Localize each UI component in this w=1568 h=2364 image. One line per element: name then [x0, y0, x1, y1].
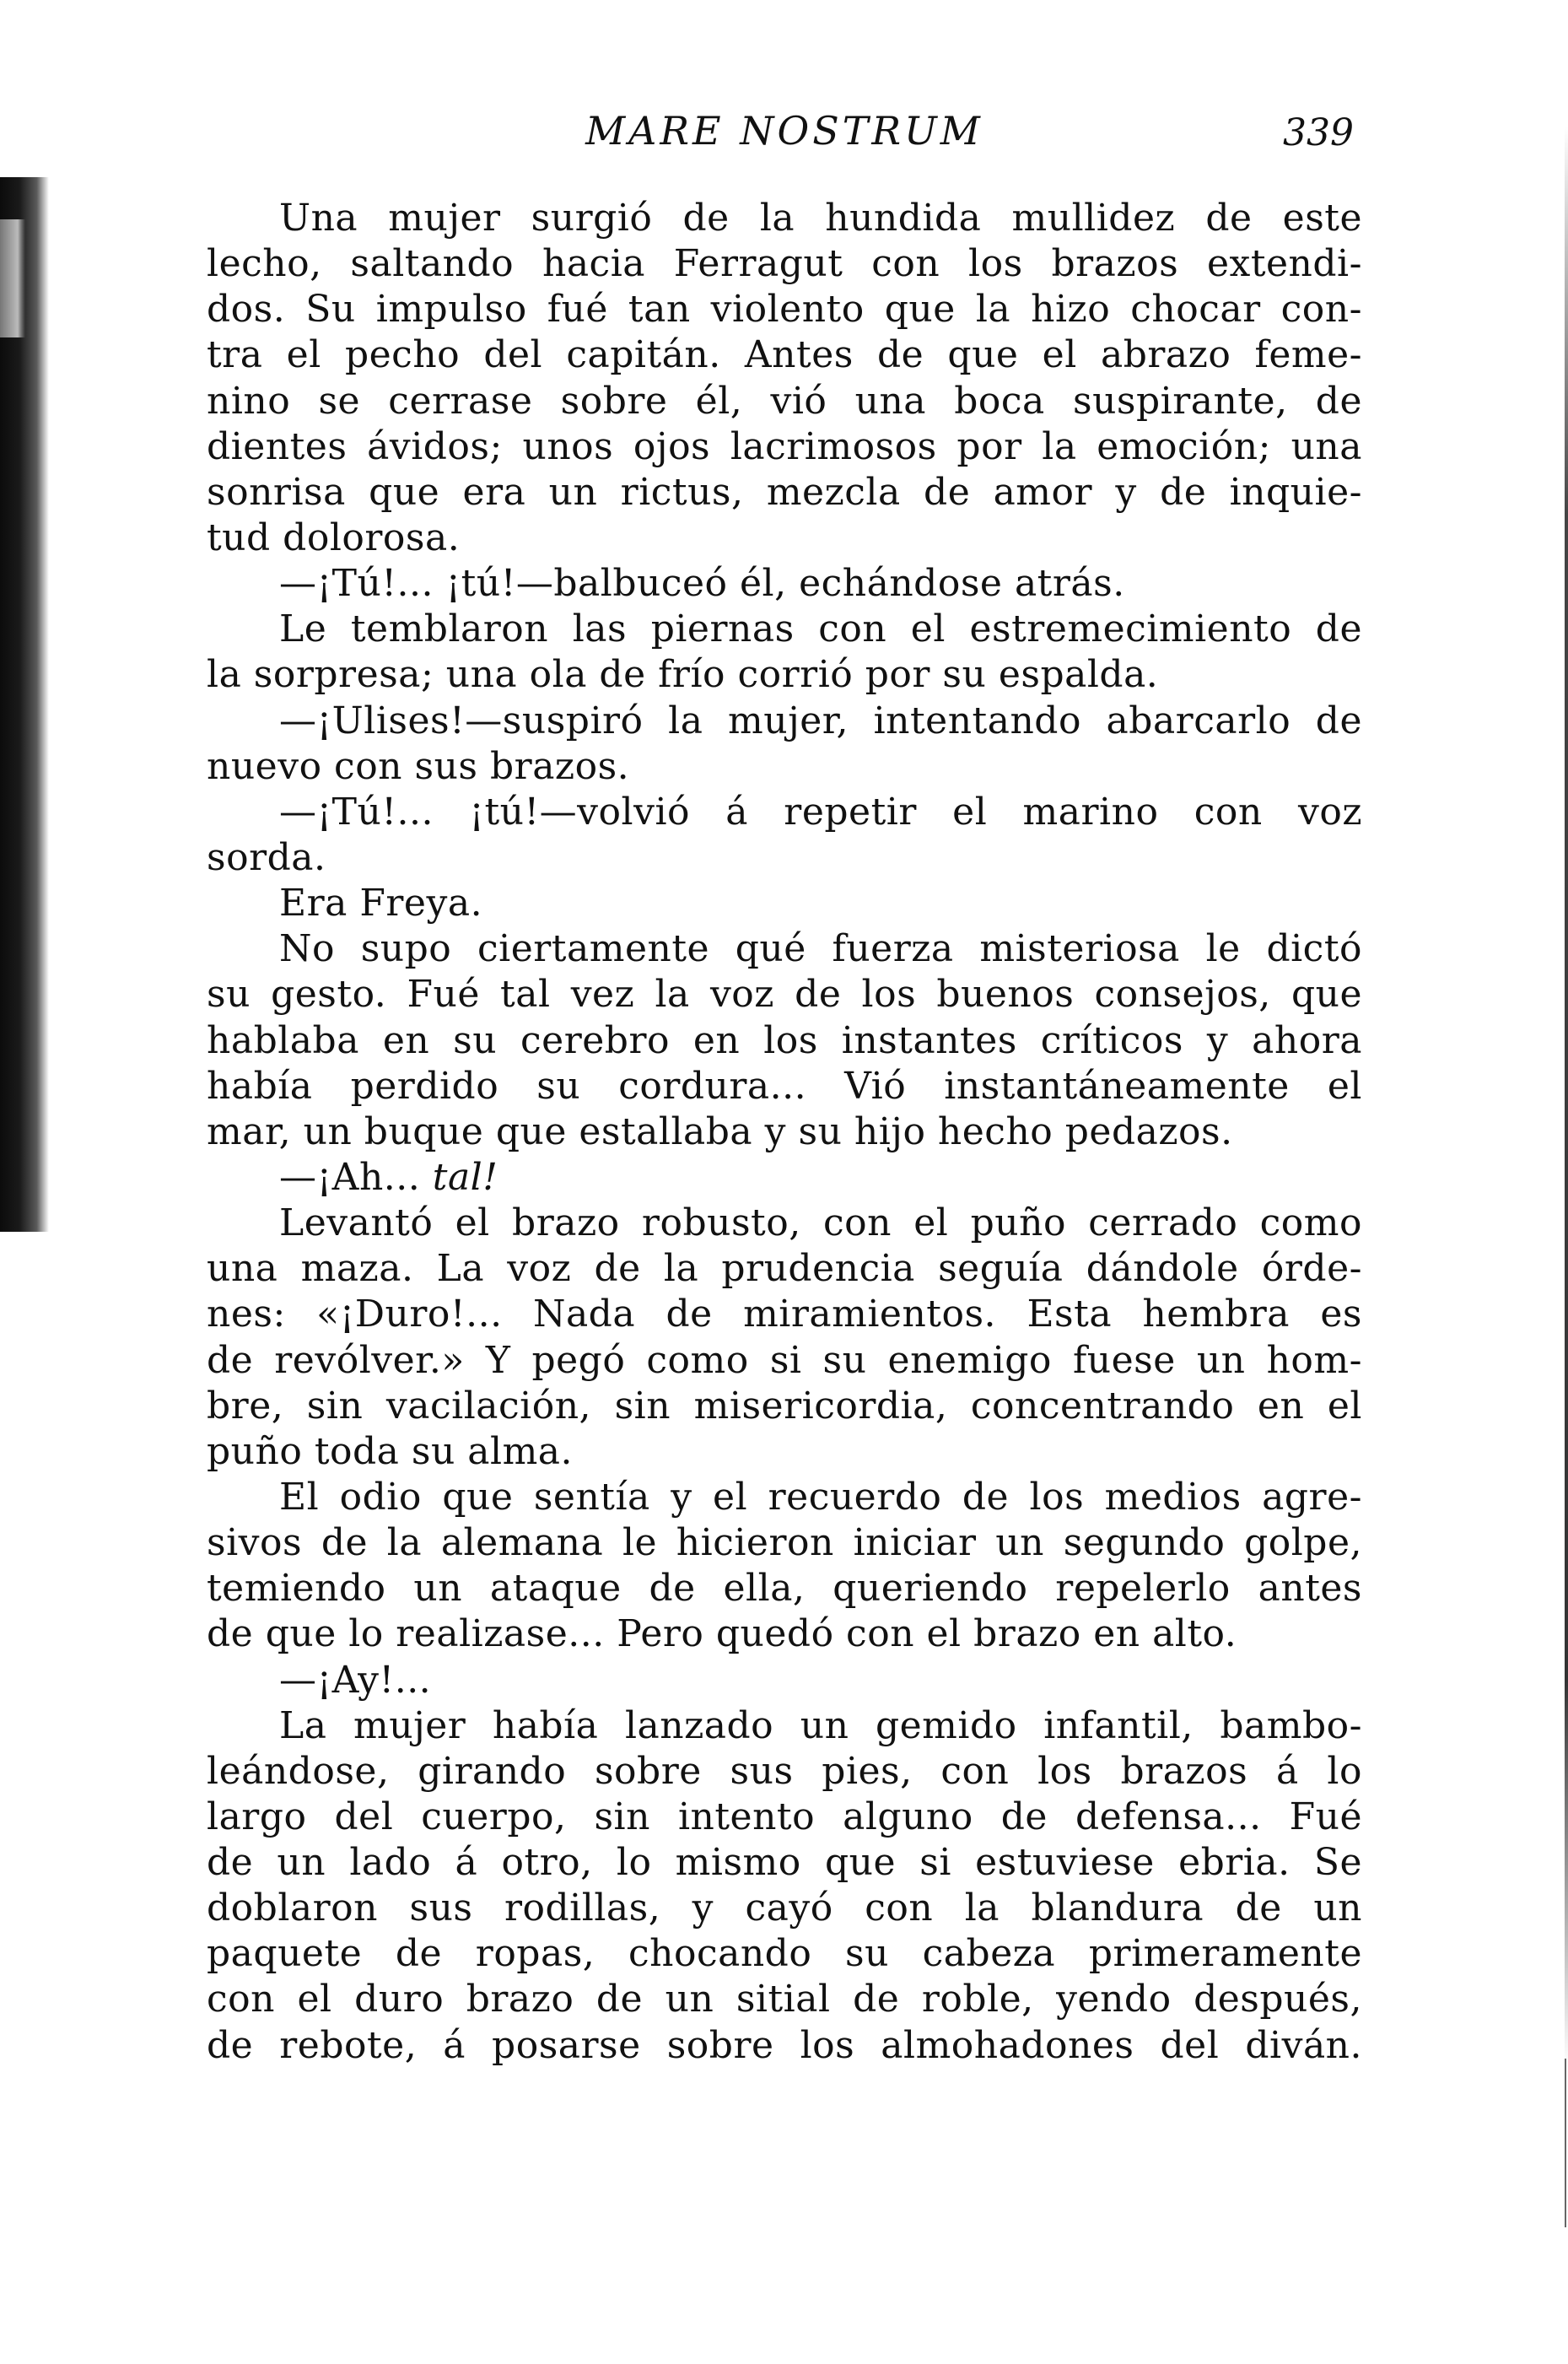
text-line: había perdido su cordura... Vió instantáneamente el	[207, 1064, 1362, 1108]
text-line: mar, un buque que estallaba y su hijo hecho pedazos.	[207, 1109, 1233, 1153]
text-line: paquete de ropas, chocando su cabeza primeramente	[207, 1932, 1362, 1976]
page-edge	[1565, 127, 1568, 2067]
text-line: temiendo un ataque de ella, queriendo repelerlo antes	[207, 1567, 1362, 1611]
text-line: puño toda su alma.	[207, 1429, 574, 1473]
text-line: tra el pecho del capitán. Antes de que el abrazo feme-	[207, 333, 1362, 377]
text-line: Levantó el brazo robusto, con el puño cerrado como	[279, 1201, 1362, 1245]
text-line: Le temblaron las piernas con el estremecimiento de	[279, 607, 1362, 651]
text-line: su gesto. Fué tal vez la voz de los buenos consejos, que	[207, 973, 1362, 1017]
body-text	[207, 196, 1362, 2069]
text-line: de que lo realizase... Pero quedó con el brazo en alto.	[207, 1612, 1237, 1656]
page-number: 339	[1283, 111, 1354, 154]
scan-edge-mark	[1565, 2059, 1566, 2227]
exclamation-text: —¡Ah...	[279, 1155, 421, 1199]
text-line: tud dolorosa.	[207, 515, 461, 559]
running-header	[207, 108, 1362, 167]
italic-word: tal!	[432, 1155, 498, 1199]
spine-shadow-highlight	[0, 219, 25, 337]
text-line: leándose, girando sobre sus pies, con los brazos á lo	[207, 1749, 1362, 1793]
text-line: bre, sin vacilación, sin misericordia, concentrando en el	[207, 1384, 1362, 1428]
text-line: La mujer había lanzado un gemido infantil, bambo-	[279, 1703, 1362, 1747]
text-line: dientes ávidos; unos ojos lacrimosos por la emoción; una	[207, 424, 1362, 468]
running-title: MARE NOSTRUM	[585, 108, 983, 154]
text-line: lecho, saltando hacia Ferragut con los brazos extendi-	[207, 242, 1362, 286]
text-line: nuevo con sus brazos.	[207, 744, 630, 788]
text-line: la sorpresa; una ola de frío corrió por su espalda.	[207, 653, 1159, 697]
text-line: una maza. La voz de la prudencia seguía dándole órde-	[207, 1247, 1362, 1291]
text-line: No supo ciertamente qué fuerza misteriosa le dictó	[279, 927, 1362, 971]
text-line: con el duro brazo de un sitial de roble, yendo después,	[207, 1978, 1362, 2021]
text-line: de un lado á otro, lo mismo que si estuviese ebria. Se	[207, 1841, 1362, 1885]
text-line: de revólver.» Y pegó como si su enemigo fuese un hom-	[207, 1338, 1362, 1382]
text-line: nes: «¡Duro!... Nada de miramientos. Esta hembra es	[207, 1293, 1362, 1336]
text-line: —¡Ay!...	[279, 1658, 432, 1702]
text-line: —¡Tú!... ¡tú!—volvió á repetir el marino con voz	[279, 790, 1362, 834]
text-line: Una mujer surgió de la hundida mullidez de este	[279, 197, 1362, 240]
text-line: dos. Su impulso fué tan violento que la hizo chocar con-	[207, 288, 1362, 332]
text-line: doblaron sus rodillas, y cayó con la blandura de un	[207, 1886, 1362, 1930]
text-line	[207, 1155, 1362, 1201]
text-line: —¡Tú!... ¡tú!—balbuceó él, echándose atrás.	[279, 562, 1125, 606]
text-line: de rebote, á posarse sobre los almohadones del diván.	[207, 2023, 1362, 2067]
text-line: largo del cuerpo, sin intento alguno de defensa... Fué	[207, 1795, 1362, 1838]
text-line: sorda.	[207, 835, 326, 879]
text-line: hablaba en su cerebro en los instantes críticos y ahora	[207, 1018, 1362, 1062]
text-line: sonrisa que era un rictus, mezcla de amor y de inquie-	[207, 470, 1362, 514]
text-line: nino se cerrase sobre él, vió una boca suspirante, de	[207, 379, 1362, 423]
text-line: El odio que sentía y el recuerdo de los medios agre-	[279, 1475, 1362, 1519]
text-line: —¡Ulises!—suspiró la mujer, intentando abarcarlo de	[279, 699, 1362, 742]
text-line: Era Freya.	[279, 882, 483, 926]
text-line: sivos de la alemana le hicieron iniciar un segundo golpe,	[207, 1521, 1362, 1565]
